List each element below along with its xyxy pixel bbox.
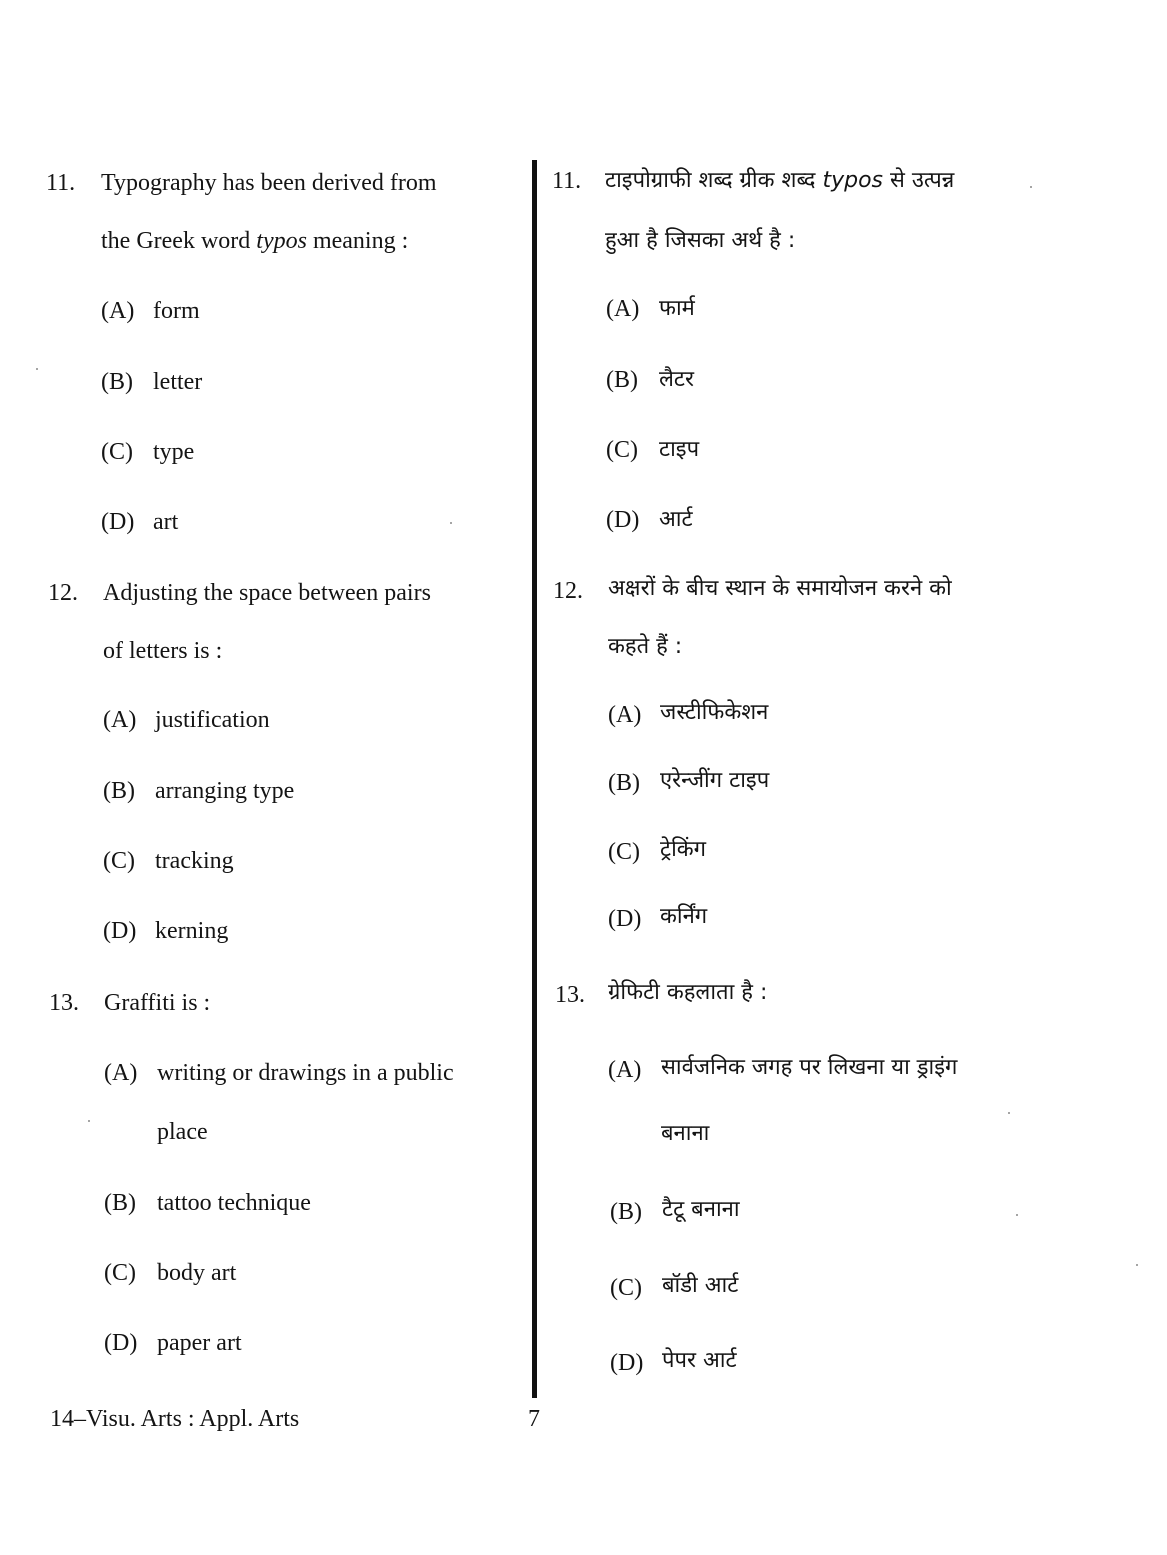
q11-option-c-text-en: type	[153, 439, 195, 465]
scan-speck	[36, 368, 38, 370]
q12-option-d-text-en: kerning	[155, 918, 229, 944]
q11-stem-line2-hi: हुआ है जिसका अर्थ है :	[605, 228, 796, 253]
q13-option-d-text-en: paper art	[157, 1330, 242, 1356]
q11-option-c-label-en: (C)	[101, 439, 133, 465]
q11-option-a-text-hi: फार्म	[659, 296, 695, 321]
scan-speck	[88, 1120, 90, 1122]
q12-option-c-text-en: tracking	[155, 848, 234, 874]
q12-option-a-text-hi: जस्टीफिकेशन	[660, 700, 769, 725]
q13-number-en: 13.	[49, 990, 79, 1016]
q13-option-a-text2-en: place	[157, 1119, 208, 1145]
q11-stem-line1-hi: टाइपोग्राफी शब्द ग्रीक शब्द typos से उत्पन्न	[605, 168, 955, 193]
q13-option-d-label-en: (D)	[104, 1330, 138, 1356]
q11-option-c-label-hi: (C)	[606, 437, 638, 463]
q11-option-a-label-hi: (A)	[606, 296, 640, 322]
q13-option-a-text-en: writing or drawings in a public	[157, 1060, 454, 1086]
q13-option-b-text-en: tattoo technique	[157, 1190, 311, 1216]
q11-option-a-label-en: (A)	[101, 298, 135, 324]
q13-option-c-text-en: body art	[157, 1260, 237, 1286]
q12-stem-line1-en: Adjusting the space between pairs	[103, 580, 431, 606]
footer-subject-code: 14–Visu. Arts : Appl. Arts	[50, 1406, 300, 1432]
q11-option-a-text-en: form	[153, 298, 200, 324]
page-number: 7	[528, 1406, 540, 1432]
scan-speck	[450, 522, 452, 524]
q13-number-hi: 13.	[555, 982, 585, 1008]
q11-option-d-label-hi: (D)	[606, 507, 640, 533]
q11-stem-line1-en: Typography has been derived from	[101, 170, 437, 196]
q12-option-c-label-en: (C)	[103, 848, 135, 874]
q12-option-a-label-hi: (A)	[608, 702, 642, 728]
q12-stem-line1-hi: अक्षरों के बीच स्थान के समायोजन करने को	[608, 576, 952, 601]
q12-option-b-label-en: (B)	[103, 778, 135, 804]
q13-option-c-text-hi: बॉडी आर्ट	[662, 1273, 739, 1298]
q13-stem-en: Graffiti is :	[104, 990, 211, 1016]
q12-number-en: 12.	[48, 580, 78, 606]
q12-option-a-label-en: (A)	[103, 707, 137, 733]
q11-option-b-text-hi: लैटर	[659, 367, 695, 392]
q12-option-a-text-en: justification	[155, 707, 270, 733]
column-divider	[532, 160, 537, 1398]
scan-speck	[1008, 1112, 1010, 1114]
q12-option-b-label-hi: (B)	[608, 770, 640, 796]
q11-option-d-text-hi: आर्ट	[659, 507, 693, 532]
q13-option-a-label-hi: (A)	[608, 1057, 642, 1083]
scan-speck	[1136, 1264, 1138, 1266]
q11-stem-line2-en: the Greek word typos meaning :	[101, 228, 409, 254]
q13-option-c-label-en: (C)	[104, 1260, 136, 1286]
q11-option-c-text-hi: टाइप	[659, 437, 700, 462]
q13-option-b-label-hi: (B)	[610, 1199, 642, 1225]
q11-option-b-label-hi: (B)	[606, 367, 638, 393]
q11-option-b-text-en: letter	[153, 369, 203, 395]
q11-number-en: 11.	[46, 170, 76, 196]
q13-option-a-text2-hi: बनाना	[661, 1121, 710, 1146]
q12-stem-line2-hi: कहते हैं :	[608, 634, 683, 659]
q11-option-d-text-en: art	[153, 509, 179, 535]
q13-option-d-text-hi: पेपर आर्ट	[662, 1348, 737, 1373]
q13-option-a-text-hi: सार्वजनिक जगह पर लिखना या ड्राइंग	[661, 1055, 958, 1080]
scan-speck	[1030, 186, 1032, 188]
q12-option-b-text-en: arranging type	[155, 778, 295, 804]
q13-stem-hi: ग्रेफिटी कहलाता है :	[608, 980, 768, 1005]
q12-option-c-text-hi: ट्रेकिंग	[660, 837, 707, 862]
q12-option-c-label-hi: (C)	[608, 839, 640, 865]
q13-option-c-label-hi: (C)	[610, 1275, 642, 1301]
q12-option-b-text-hi: एरेन्जींग टाइप	[660, 768, 770, 793]
q12-option-d-text-hi: कर्निंग	[660, 904, 708, 929]
q11-option-d-label-en: (D)	[101, 509, 135, 535]
q12-number-hi: 12.	[553, 578, 583, 604]
q11-option-b-label-en: (B)	[101, 369, 133, 395]
q12-option-d-label-en: (D)	[103, 918, 137, 944]
q13-option-b-text-hi: टैटू बनाना	[662, 1197, 740, 1222]
scan-speck	[1016, 1214, 1018, 1216]
q13-option-d-label-hi: (D)	[610, 1350, 644, 1376]
q12-stem-line2-en: of letters is :	[103, 638, 223, 664]
q13-option-b-label-en: (B)	[104, 1190, 136, 1216]
q11-number-hi: 11.	[552, 168, 582, 194]
q13-option-a-label-en: (A)	[104, 1060, 138, 1086]
q12-option-d-label-hi: (D)	[608, 906, 642, 932]
